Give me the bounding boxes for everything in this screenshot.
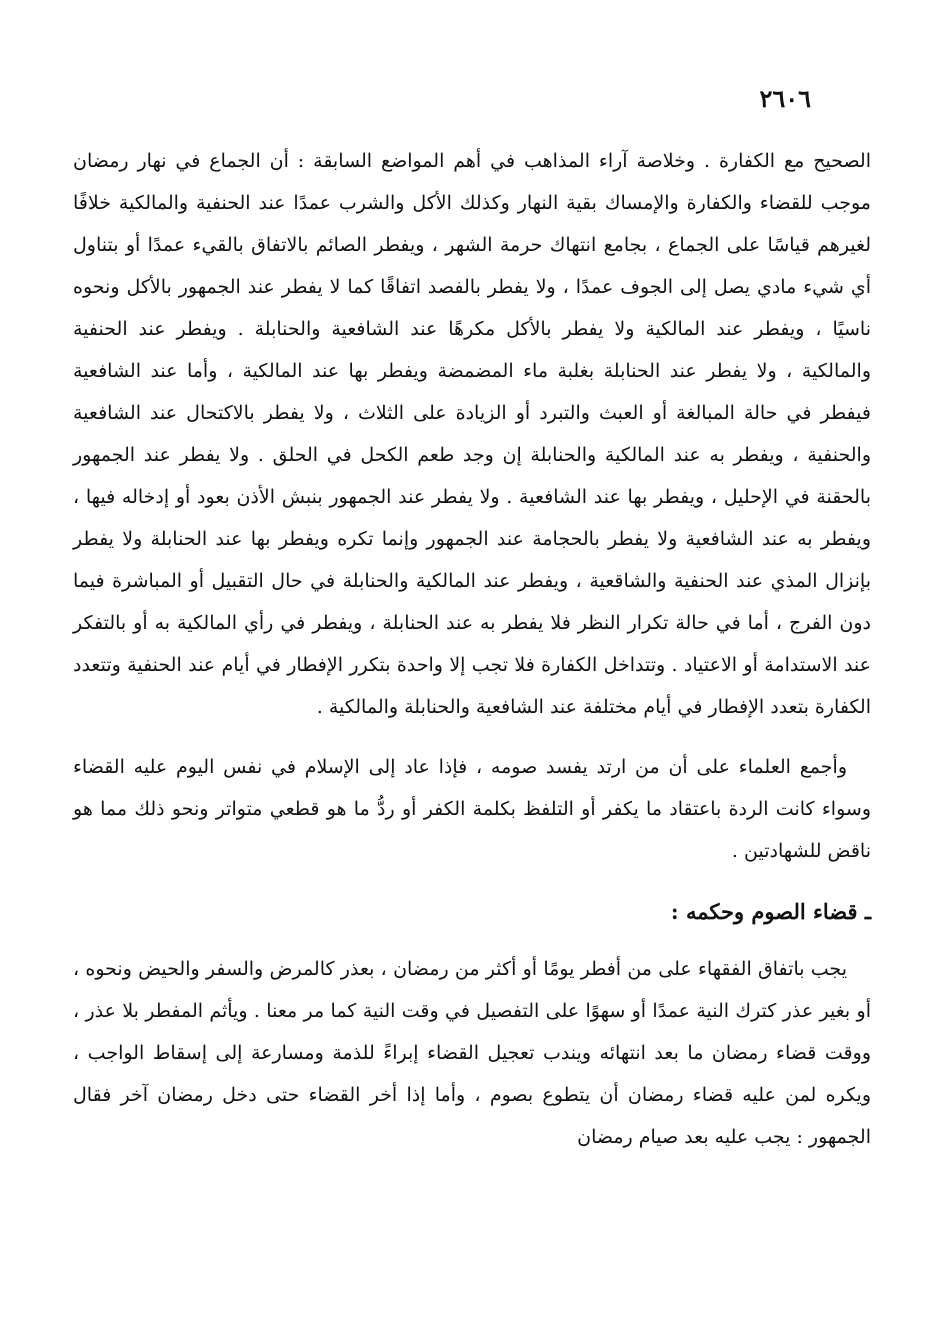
paragraph-fasting-summary: الصحيح مع الكفارة . وخلاصة آراء المذاهب في أهم المواضع السابقة : أن الجماع في نهار رمضان موجب للقضاء والكفارة والإمساك بقية النهار وكذلك الأكل والشرب عمدًا عند الحنفية والمالكية خلافًا لغيرهم قياسًا على الجماع ، بجامع انتهاك حرمة الشهر ، ويفطر الصائم بالاتفاق بالقيء عمدًا أو بتناول أي شيء مادي يصل إلى الجوف عمدًا ، ولا يفطر بالفصد اتفاقًا كما لا يفطر عند الجمهور بالأكل ونحوه ناسيًا ، ويفطر عند المالكية ولا يفطر بالأكل مكرهًا عند الشافعية والحنابلة . ويفطر عند الحنفية والمالكية ، ولا يفطر عند الحنابلة بغلبة ماء المضمضة ويفطر بها عند المالكية ، وأما عند الشافعية فيفطر في حالة المبالغة أو العبث والتبرد أو الزيادة على الثلاث ، ولا يفطر بالاكتحال عند الشافعية والحنفية ، ويفطر به عند المالكية والحنابلة إن وجد طعم الكحل في الحلق . ولا يفطر عند الجمهور بالحقنة في الإحليل ، ويفطر بها عند الشافعية . ولا يفطر عند الجمهور بنبش الأذن بعود أو إدخاله فيها ، ويفطر به عند الشافعية ولا يفطر بالحجامة عند الجمهور وإنما تكره ويفطر بها عند الحنابلة ولا يفطر بإنزال المذي عند الحنفية والشاقعية ، ويفطر عند المالكية والحنابلة في حال التقبيل أو المباشرة فيما دون الفرج ، أما في حالة تكرار النظر فلا يفطر به عند الحنابلة ، ويفطر في رأي المالكية به أو بالتفكر عند الاستدامة أو الاعتياد . وتتداخل الكفارة فلا تجب إلا واحدة بتكرر الإفطار في أيام عند الحنفية وتتعدد الكفارة بتعدد الإفطار في أيام مختلفة عند الشافعية والحنابلة والمالكية . xyxy=(73,150,871,718)
paragraph-apostasy: وأجمع العلماء على أن من ارتد يفسد صومه ، فإذا عاد إلى الإسلام في نفس اليوم عليه القضاء وسواء كانت الردة باعتقاد ما يكفر أو التلفظ بكلمة الكفر أو ردُّ ما هو قطعي متواتر ونحو ذلك مما هو ناقض للشهادتين . xyxy=(73,756,871,862)
page-number: ٢٦٠٦ xyxy=(759,84,811,113)
section-heading: ـ قضاء الصوم وحكمه : xyxy=(670,899,871,924)
paragraph-make-up-fasting: يجب باتفاق الفقهاء على من أفطر يومًا أو أكثر من رمضان ، بعذر كالمرض والسفر والحيض ونحوه ، أو بغير عذر كترك النية عمدًا أو سهوًا على التفصيل في وقت النية كما مر معنا . ويأثم المفطر بلا عذر ، ووقت قضاء رمضان ما بعد انتهائه ويندب تعجيل القضاء إبراءً للذمة ومسارعة إلى إسقاط الواجب ، ويكره لمن عليه قضاء رمضان أن يتطوع بصوم ، وأما إذا أخر القضاء حتى دخل رمضان آخر فقال الجمهور : يجب عليه بعد صيام رمضان xyxy=(73,958,871,1148)
page-body xyxy=(73,140,871,1158)
